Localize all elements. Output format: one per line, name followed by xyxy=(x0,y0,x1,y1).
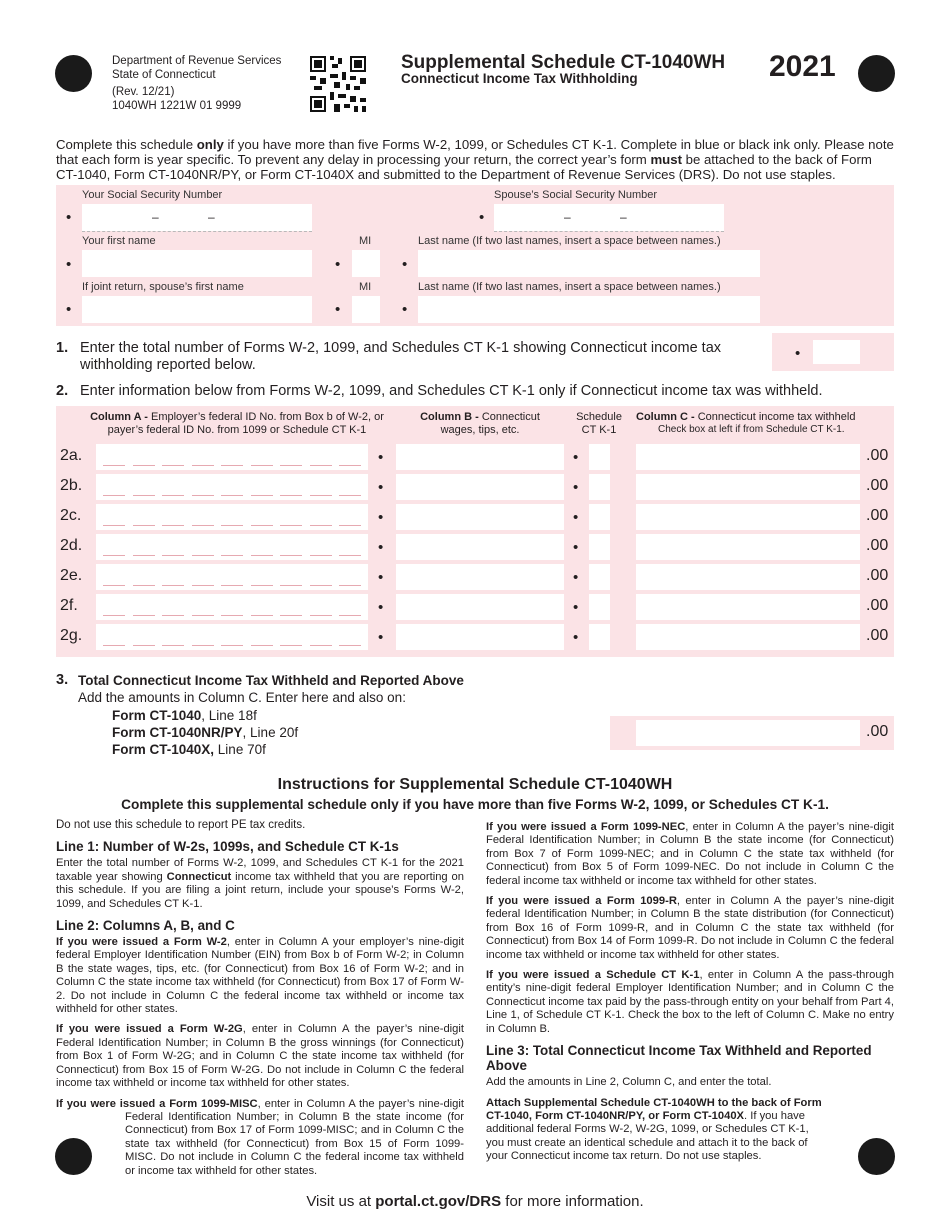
ein-digit-underline xyxy=(221,645,243,646)
ein-digit-underline xyxy=(339,645,361,646)
first-name-label: Your first name xyxy=(82,235,156,247)
ein-digit-underline xyxy=(310,615,332,616)
misc-text: , enter in Column A the payer’s nine-digit Federal Identification Number; in Column B the state income (for Connecticut) from Box 17 of Form 1099-MISC; and in Column C the state tax withheld (for Connecticut) from Box 15 of Form 1099-MISC. Do not include in Column C the federal income tax withheld or income tax withheld for other states. xyxy=(125,1097,464,1177)
column-a-ein-input[interactable] xyxy=(96,564,368,590)
ein-digit-underline xyxy=(162,525,184,526)
ssn-label: Your Social Security Number xyxy=(82,189,223,201)
ein-digit-underline xyxy=(221,525,243,526)
ein-digit-underline xyxy=(339,465,361,466)
bullet: • xyxy=(378,449,384,466)
ein-digit-underline xyxy=(221,615,243,616)
spouse-mi-label: MI xyxy=(359,281,372,293)
schedule-ctk1-checkbox[interactable] xyxy=(589,474,610,500)
l1-text-a: Enter the total number of Forms W-2, 1099, and Schedules CT K-1 for the 2021 taxable year showing xyxy=(56,857,464,883)
w2-text: , enter in Column A your employer’s nine-digit federal Employer Identification Number (EIN) from Box b of Form W-2; in Column B the state wages, tips, etc. (for Connecticut) from Box 16 of Form W-2; and in Column C the state income tax withheld (for Connecticut) from Box 17 of Form W-2. Do not include in Column C the federal income tax withheld or income tax withheld for other states. xyxy=(56,936,464,1016)
column-c-withheld-input[interactable] xyxy=(636,534,860,560)
bullet: • xyxy=(573,509,579,526)
ein-digit-underline xyxy=(251,615,273,616)
ein-digit-underline xyxy=(280,555,302,556)
misc-instructions xyxy=(56,1098,464,1178)
column-a-header xyxy=(82,411,392,436)
ssn-underline xyxy=(82,231,312,232)
footer-link[interactable]: portal.ct.gov/DRS xyxy=(375,1193,502,1210)
bullet: • xyxy=(378,479,384,496)
ein-digit-underline xyxy=(162,555,184,556)
mi-label: MI xyxy=(359,235,372,247)
column-b-title: Column B - xyxy=(420,411,482,423)
spouse-mi-input[interactable] xyxy=(352,296,380,323)
ein-digit-underline xyxy=(251,555,273,556)
line3-total-input[interactable] xyxy=(636,720,860,746)
spouse-last-name-label: Last name (If two last names, insert a space between names.) xyxy=(418,281,721,293)
intro-must: must xyxy=(650,152,682,167)
ein-digit-underline xyxy=(221,555,243,556)
w2g-bold: If you were issued a Form W-2G xyxy=(56,1023,243,1036)
cents-label: .00 xyxy=(866,537,889,554)
bullet: • xyxy=(573,539,579,556)
intro-text-2: if you have more than five Forms W-2, 1099, or Schedules CT K-1. Complete in blue or black ink only. Please note that each form is year specific. To prevent any delay in processing your return, the correct year’s form xyxy=(56,137,894,167)
spouse-last-name-input[interactable] xyxy=(418,296,760,323)
column-b-wages-input[interactable] xyxy=(396,594,564,620)
ein-digit-underline xyxy=(103,465,125,466)
bullet: • xyxy=(402,301,408,318)
column-a-ein-input[interactable] xyxy=(96,504,368,530)
instructions-subtitle: Complete this supplemental schedule only if you have more than five Forms W-2, 1099, or Schedules CT K-1. xyxy=(121,797,829,812)
schedule-ctk1-checkbox[interactable] xyxy=(589,504,610,530)
row-label: 2c. xyxy=(60,507,82,524)
ein-digit-underline xyxy=(251,495,273,496)
line3-form2-line: , Line 20f xyxy=(242,725,299,740)
schedule-ctk1-checkbox[interactable] xyxy=(589,624,610,650)
ein-digit-underline xyxy=(133,645,155,646)
w2-instructions xyxy=(56,936,464,1016)
line3-forms xyxy=(112,707,298,758)
row-label: 2b. xyxy=(60,477,83,494)
column-b-desc: Connecticut wages, tips, etc. xyxy=(440,411,540,436)
w2g-text: , enter in Column A the payer’s nine-digit Federal Identification Number; in Column B the gross winnings (for Connecticut) from Box 1 of Form W-2G; and in Column C the state income tax withheld (for Connecticut) from Box 15 of Form W-2G. Do not include in Column C the federal income tax withheld or income tax withheld for other states. xyxy=(56,1023,464,1090)
column-c-withheld-input[interactable] xyxy=(636,624,860,650)
mi-input[interactable] xyxy=(352,250,380,277)
ssn-input[interactable] xyxy=(82,204,312,231)
ein-digit-underline xyxy=(103,525,125,526)
line3-form1-line: , Line 18f xyxy=(201,708,257,723)
bullet: • xyxy=(66,301,72,318)
agency-block xyxy=(112,55,281,113)
bullet: • xyxy=(378,539,384,556)
ein-digit-underline xyxy=(310,585,332,586)
line3-number: 3. xyxy=(56,672,69,688)
ein-digit-underline xyxy=(133,465,155,466)
spouse-ssn-label: Spouse’s Social Security Number xyxy=(494,189,658,201)
last-name-label: Last name (If two last names, insert a space between names.) xyxy=(418,235,721,247)
w2-bold: If you were issued a Form W-2 xyxy=(56,936,227,949)
ein-digit-underline xyxy=(221,495,243,496)
ein-digit-underline xyxy=(192,495,214,496)
ein-digit-underline xyxy=(339,525,361,526)
bullet: • xyxy=(402,256,408,273)
registration-mark-top-right xyxy=(858,55,895,92)
intro-text-1: Complete this schedule xyxy=(56,137,197,152)
ein-digit-underline xyxy=(280,525,302,526)
misc-bold: If you were issued a Form 1099-MISC xyxy=(56,1097,258,1110)
form-code: 1040WH 1221W 01 9999 xyxy=(112,99,242,112)
column-c-header xyxy=(636,411,876,436)
line2-number: 2. xyxy=(56,383,69,399)
column-c-sub: Check box at left if from Schedule CT K-1. xyxy=(658,423,845,435)
ein-digit-underline xyxy=(251,645,273,646)
spouse-ssn-underline xyxy=(494,231,724,232)
k1-bold: If you were issued a Schedule CT K-1 xyxy=(486,969,700,982)
ein-digit-underline xyxy=(310,555,332,556)
ein-digit-underline xyxy=(162,615,184,616)
bullet: • xyxy=(335,256,341,273)
line1-count-input[interactable] xyxy=(813,340,860,364)
ein-digit-underline xyxy=(162,495,184,496)
ein-digit-underline xyxy=(221,585,243,586)
cents-label: .00 xyxy=(866,597,889,614)
spouse-ssn-dash: – xyxy=(564,210,571,224)
column-a-ein-input[interactable] xyxy=(96,594,368,620)
column-a-desc: Employer’s federal ID No. from Box b of W-2, or payer’s federal ID No. from 1099 or Schedule CT K-1 xyxy=(107,411,384,436)
line3-title: Total Connecticut Income Tax Withheld and Reported Above xyxy=(78,673,464,688)
attach-instructions xyxy=(486,1097,894,1164)
footer-text-c: for more information. xyxy=(501,1193,644,1210)
ein-digit-underline xyxy=(280,615,302,616)
ein-digit-underline xyxy=(339,495,361,496)
row-label: 2a. xyxy=(60,447,83,464)
line1-instructions xyxy=(56,857,464,911)
k1-text: , enter in Column A the pass-through entity’s nine-digit federal Employer Identification Number; and in Column C the Connecticut income tax paid by the pass-through entity on your behalf from Part 4, Line 1, of Schedule CT K-1. Check the box to the left of Column C. Make no entry in Column B. xyxy=(486,969,895,1035)
ein-digit-underline xyxy=(280,645,302,646)
ein-digit-underline xyxy=(339,585,361,586)
line3-form3-line: Line 70f xyxy=(214,742,266,757)
ein-digit-underline xyxy=(192,465,214,466)
bullet: • xyxy=(66,256,72,273)
tax-year: 2021 xyxy=(769,50,836,83)
cents-label: .00 xyxy=(866,477,889,494)
line3-instructions: Add the amounts in Line 2, Column C, and enter the total. xyxy=(486,1076,772,1089)
column-c-withheld-input[interactable] xyxy=(636,474,860,500)
dept-line-2: State of Connecticut xyxy=(112,68,216,81)
ein-digit-underline xyxy=(310,465,332,466)
ssn-dash: – xyxy=(152,210,159,224)
column-c-withheld-input[interactable] xyxy=(636,564,860,590)
schedule-ctk1-checkbox[interactable] xyxy=(589,444,610,470)
column-a-title: Column A - xyxy=(90,411,151,423)
ein-digit-underline xyxy=(192,525,214,526)
r-text: , enter in Column A the payer’s nine-digit federal Identification Number; in Column B the state distribution (for Connecticut) from Box 16 of Form 1099-R, and in Column C the state tax withheld (for Connecticut) from Box 14 of Form 1099-R. Do not include in Column C the federal income tax withheld or income tax withheld for other states. xyxy=(486,895,894,961)
bullet: • xyxy=(335,301,341,318)
intro-only: only xyxy=(196,137,224,152)
row-label: 2g. xyxy=(60,627,83,644)
column-b-wages-input[interactable] xyxy=(396,474,564,500)
instructions-left-column xyxy=(56,819,464,1185)
ein-digit-underline xyxy=(280,465,302,466)
row-label: 2f. xyxy=(60,597,78,614)
ein-digit-underline xyxy=(280,495,302,496)
intro-text-3: be attached to the back of Form CT-1040, Form CT-1040NR/PY, or Form CT-1040X and submitted to the Department of Revenue Services (DRS). Do not use staples. xyxy=(56,152,872,182)
revision-date: (Rev. 12/21) xyxy=(112,86,175,98)
line2-instructions-heading: Line 2: Columns A, B, and C xyxy=(56,918,235,934)
l1-text-c: income tax withheld that you are reporting on this schedule. If you are filing a joint return, include your spouse’s Forms W-2, 1099, and Schedules CT K-1. xyxy=(56,870,464,910)
ein-digit-underline xyxy=(251,465,273,466)
ein-digit-underline xyxy=(339,615,361,616)
bullet: • xyxy=(378,509,384,526)
column-c-withheld-input[interactable] xyxy=(636,444,860,470)
row-label: 2d. xyxy=(60,537,83,554)
line3-cents: .00 xyxy=(866,723,889,740)
column-c-withheld-input[interactable] xyxy=(636,594,860,620)
qr-code-icon xyxy=(310,56,366,112)
bullet: • xyxy=(573,479,579,496)
bullet: • xyxy=(573,629,579,646)
ein-digit-underline xyxy=(103,645,125,646)
bullet: • xyxy=(573,569,579,586)
cents-label: .00 xyxy=(866,447,889,464)
attach-text: . If you have additional federal Forms W-2, W-2G, 1099, or Schedules CT K-1, you must create an identical schedule and attach it to the back of your Connecticut income tax return. Do not use staples. xyxy=(486,1109,809,1163)
footer-text-a: Visit us at xyxy=(306,1193,376,1210)
line3-instructions-heading: Line 3: Total Connecticut Income Tax Withheld and Reported Above xyxy=(486,1043,872,1074)
ein-digit-underline xyxy=(192,585,214,586)
column-b-header xyxy=(402,411,558,436)
ein-digit-underline xyxy=(103,555,125,556)
ein-digit-underline xyxy=(162,465,184,466)
ein-digit-underline xyxy=(133,615,155,616)
bullet: • xyxy=(378,569,384,586)
line1-text: Enter the total number of Forms W-2, 1099, and Schedules CT K-1 showing Connecticut income tax withholding reported below. xyxy=(80,340,722,373)
footer xyxy=(0,1193,950,1210)
column-a-ein-input[interactable] xyxy=(96,474,368,500)
ein-digit-underline xyxy=(251,585,273,586)
intro-paragraph xyxy=(56,137,894,182)
column-c-withheld-input[interactable] xyxy=(636,504,860,530)
bullet: • xyxy=(573,599,579,616)
ein-digit-underline xyxy=(133,525,155,526)
ein-digit-underline xyxy=(310,525,332,526)
cents-label: .00 xyxy=(866,507,889,524)
ein-digit-underline xyxy=(162,645,184,646)
ein-digit-underline xyxy=(162,585,184,586)
schedule-ctk1-header xyxy=(569,411,629,436)
line3-form2: Form CT-1040NR/PY xyxy=(112,725,243,740)
pe-note: Do not use this schedule to report PE tax credits. xyxy=(56,819,306,831)
column-c-title: Column C - xyxy=(636,411,698,423)
ein-digit-underline xyxy=(221,465,243,466)
form-subtitle: Connecticut Income Tax Withholding xyxy=(401,71,638,86)
ein-digit-underline xyxy=(280,585,302,586)
bullet: • xyxy=(479,209,485,226)
bullet: • xyxy=(66,209,72,226)
column-a-ein-input[interactable] xyxy=(96,444,368,470)
ein-digit-underline xyxy=(310,645,332,646)
ein-digit-underline xyxy=(192,615,214,616)
k1-instructions xyxy=(486,969,894,1036)
spouse-ssn-input[interactable] xyxy=(494,204,724,231)
form-title: Supplemental Schedule CT-1040WH xyxy=(401,52,726,73)
cents-label: .00 xyxy=(866,627,889,644)
column-b-wages-input[interactable] xyxy=(396,624,564,650)
ein-digit-underline xyxy=(251,525,273,526)
r-instructions xyxy=(486,895,894,962)
spouse-first-name-label: If joint return, spouse’s first name xyxy=(82,281,244,293)
column-b-wages-input[interactable] xyxy=(396,444,564,470)
bullet: • xyxy=(795,345,801,362)
dept-line-1: Department of Revenue Services xyxy=(112,55,282,67)
column-c-desc: Connecticut income tax withheld xyxy=(697,411,856,423)
line3-form1: Form CT-1040 xyxy=(112,708,202,723)
ein-digit-underline xyxy=(133,495,155,496)
attach-bold: Attach Supplemental Schedule CT-1040WH to the back of Form CT-1040, Form CT-1040NR/PY, or Form CT-1040X xyxy=(486,1096,822,1122)
line2-text: Enter information below from Forms W-2, 1099, and Schedules CT K-1 only if Connecticut income tax was withheld. xyxy=(80,383,823,399)
ssn-dash: – xyxy=(208,210,215,224)
ein-digit-underline xyxy=(192,645,214,646)
schedule-ctk1-checkbox[interactable] xyxy=(589,564,610,590)
column-a-ein-input[interactable] xyxy=(96,534,368,560)
bullet: • xyxy=(573,449,579,466)
ein-digit-underline xyxy=(103,615,125,616)
w2g-instructions xyxy=(56,1023,464,1090)
ein-digit-underline xyxy=(103,495,125,496)
first-name-input[interactable] xyxy=(82,250,312,277)
column-b-wages-input[interactable] xyxy=(396,564,564,590)
instructions-right-column xyxy=(486,821,894,1171)
column-a-ein-input[interactable] xyxy=(96,624,368,650)
l1-text-b: Connecticut xyxy=(166,870,232,883)
registration-mark-top-left xyxy=(55,55,92,92)
line3-text: Add the amounts in Column C. Enter here and also on: xyxy=(78,690,406,705)
ein-digit-underline xyxy=(339,555,361,556)
schedule-header-line2: CT K-1 xyxy=(581,423,617,436)
cents-label: .00 xyxy=(866,567,889,584)
ein-digit-underline xyxy=(103,585,125,586)
nec-instructions xyxy=(486,821,894,888)
schedule-ctk1-checkbox[interactable] xyxy=(589,594,610,620)
ein-digit-underline xyxy=(133,585,155,586)
nec-text: , enter in Column A the payer’s nine-digit Federal Identification Number; in Column B the state income (for Connecticut) from Box 7 of Form 1099-NEC; and in Column C the state tax withheld (for Connecticut) from Box 5 of Form 1099-NEC. Do not include in Column C the federal income tax withheld or income tax withheld for other states. xyxy=(486,821,894,887)
r-bold: If you were issued a Form 1099-R xyxy=(486,895,677,908)
ein-digit-underline xyxy=(310,495,332,496)
spouse-first-name-input[interactable] xyxy=(82,296,312,323)
last-name-input[interactable] xyxy=(418,250,760,277)
spouse-ssn-dash: – xyxy=(620,210,627,224)
column-b-wages-input[interactable] xyxy=(396,534,564,560)
schedule-header-line1: Schedule xyxy=(576,411,622,423)
bullet: • xyxy=(378,599,384,616)
instructions-title: Instructions for Supplemental Schedule CT-1040WH xyxy=(277,776,673,793)
line1-instructions-heading: Line 1: Number of W-2s, 1099s, and Schedule CT K-1s xyxy=(56,839,399,855)
ein-digit-underline xyxy=(133,555,155,556)
column-b-wages-input[interactable] xyxy=(396,504,564,530)
line3-form3: Form CT-1040X, xyxy=(112,742,215,757)
line1-number: 1. xyxy=(56,340,69,356)
bullet: • xyxy=(378,629,384,646)
nec-bold: If you were issued a Form 1099-NEC xyxy=(486,821,686,833)
ein-digit-underline xyxy=(192,555,214,556)
schedule-ctk1-checkbox[interactable] xyxy=(589,534,610,560)
row-label: 2e. xyxy=(60,567,83,584)
